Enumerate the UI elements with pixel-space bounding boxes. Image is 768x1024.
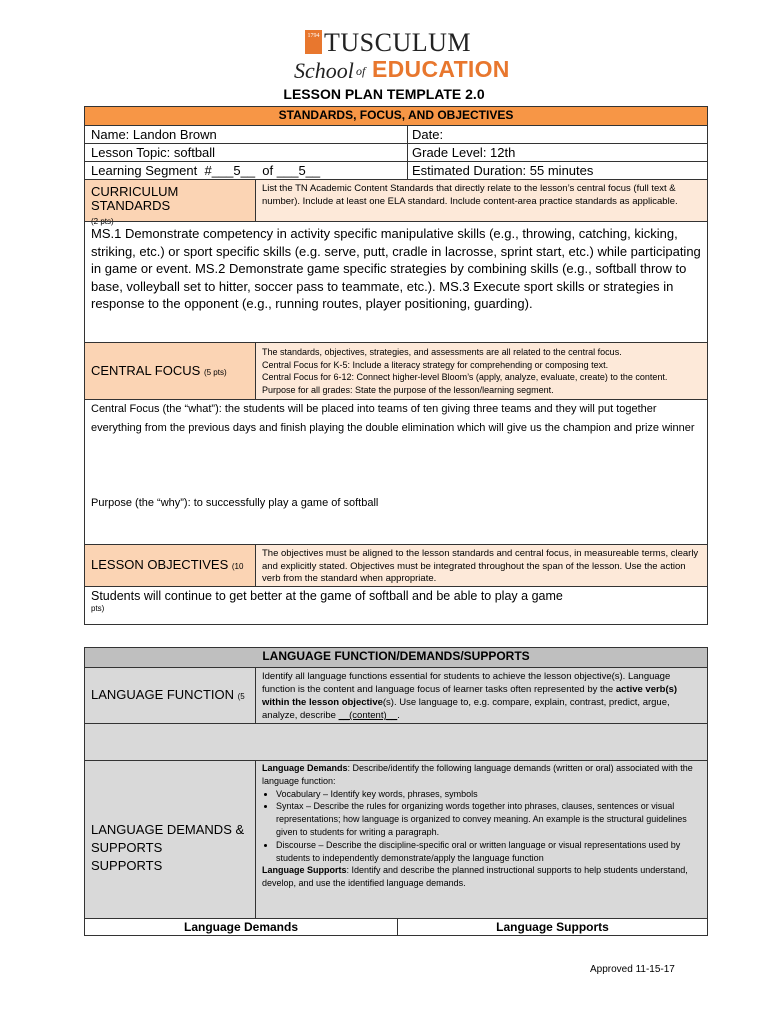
segment-field: Learning Segment #___5__ of ___5__	[91, 163, 321, 178]
curriculum-content-row	[85, 221, 707, 342]
logo-name: TUSCULUM	[324, 28, 472, 57]
topic-row	[85, 143, 707, 161]
list-item: • Vocabulary – Identify key words, phrases, symbols	[276, 788, 701, 801]
language-function-row	[85, 667, 707, 723]
curriculum-description: List the TN Academic Content Standards that directly relate to the lesson’s central focus (full text & number). Include at least one ELA standard. Include content-area practice standards as applicable.	[255, 180, 707, 221]
objectives-content-row	[85, 586, 707, 624]
objectives-text: Students will continue to get better at the game of softball and be able to play a game	[91, 589, 563, 603]
language-table	[84, 647, 708, 936]
language-demands-description: Language Demands: Describe/identify the following language demands (written or oral) associated with the language function: • Vocabulary – Identify key words, phrases, symbols • Syntax – Describe the rules for organizing words together into phrases, clauses, sentences or visual representations; how language is organized to convey meaning. An example is the structural guidelines given to students for writing a paragraph. • Discourse – Describe the discipline-specific oral or written language or visual representations used by students to independently demonstrate/apply the language function Language Supports: Identify and describe the planned instructional supports to help students understand, develop, and use the identified language demands.	[255, 761, 707, 918]
name-row	[85, 125, 707, 143]
grade-field: Grade Level: 12th	[407, 144, 707, 161]
column-language-demands: Language Demands	[183, 920, 299, 934]
name-field: Name: Landon Brown	[91, 127, 217, 142]
duration-field: Estimated Duration: 55 minutes	[407, 162, 707, 179]
language-demands-row	[85, 760, 707, 918]
language-function-description: Identify all language functions essential for students to achieve the lesson objective(s). Language function is the content and language focus of learner tasks often represented by the active verb(s) within the lesson objective(s). Use language to, e.g. compare, explain, contrast, predict, argue, analyze, describe __(content)__.	[255, 668, 707, 723]
curriculum-standards-text: MS.1 Demonstrate competency in activity specific manipulative skills (e.g., throwing, catching, kicking, striking, etc.) or sport specific skills (e.g. serve, putt, cradle in lacrosse, sprint start, etc.) while participating in game or event. MS.2 Demonstrate game specific strategies by combining skills (e.g., softball throw to base, volleyball set to hitter, soccer pass to teammate, etc.). MS.3 Execute sport skills or strategies in response to the opponent (e.g., running routes, player positioning, guarding).	[91, 226, 701, 311]
curriculum-row	[85, 179, 707, 226]
logo-school: School	[294, 58, 354, 83]
logo-of: of	[356, 64, 366, 78]
language-function-content-row	[85, 723, 707, 760]
column-language-supports: Language Supports	[397, 919, 707, 936]
objectives-description: The objectives must be aligned to the lesson standards and central focus, in measureable terms, clearly and explicitly stated. Objectives must be integrated throughout the span of the lesson. Use the action verb from the standard when appropriate.	[255, 545, 707, 586]
central-focus-row	[85, 342, 707, 399]
language-section-header: LANGUAGE FUNCTION/DEMANDS/SUPPORTS	[85, 648, 707, 667]
list-item: • Syntax – Describe the rules for organizing words together into phrases, clauses, sentences or visual representations; how language is organized to convey meaning. An example is the structural guidelines given to students for writing a paragraph.	[276, 800, 701, 838]
columns-row	[85, 918, 707, 936]
objectives-label: LESSON OBJECTIVES (10 pts)	[85, 545, 255, 586]
standards-table	[84, 106, 708, 625]
logo-seal: 1794	[305, 30, 322, 54]
segment-row	[85, 161, 707, 179]
central-focus-what: Central Focus (the “what”): the students will be placed into teams of ten giving three teams and they will put together everything from the previous days and finish playing the double elimination which will give us the champion and prize winner	[91, 403, 695, 434]
central-focus-why: Purpose (the “why”): to successfully play a game of softball	[91, 497, 379, 509]
language-demands-label: LANGUAGE DEMANDS & SUPPORTS SUPPORTS	[85, 761, 255, 918]
central-focus-label: CENTRAL FOCUS (5 pts)	[85, 343, 255, 399]
date-field: Date:	[407, 126, 707, 143]
page-title: LESSON PLAN TEMPLATE 2.0	[283, 86, 485, 102]
logo-education: EDUCATION	[372, 56, 510, 82]
curriculum-label: CURRICULUM STANDARDS (2 pts)	[85, 180, 255, 221]
central-focus-description: The standards, objectives, strategies, and assessments are all related to the central focus. Central Focus for K-5: Include a literacy strategy for comprehending or composing text. Central Focus for 6-12: Connect higher-level Bloom’s (apply, analyze, evaluate, create) to the content. Purpose for all grades: State the purpose of the lesson/learning segment.	[255, 343, 707, 399]
section-header: STANDARDS, FOCUS, AND OBJECTIVES	[85, 107, 707, 125]
demands-list	[262, 788, 701, 865]
central-focus-content-row	[85, 399, 707, 544]
list-item: • Discourse – Describe the discipline-specific oral or written language or visual representations used by students to independently demonstrate/apply the language function	[276, 839, 701, 865]
tusculum-logo	[0, 22, 768, 86]
approval-footer: Approved 11-15-17	[590, 964, 675, 975]
topic-field: Lesson Topic: softball	[91, 145, 216, 160]
language-function-label: LANGUAGE FUNCTION (5	[85, 668, 255, 723]
